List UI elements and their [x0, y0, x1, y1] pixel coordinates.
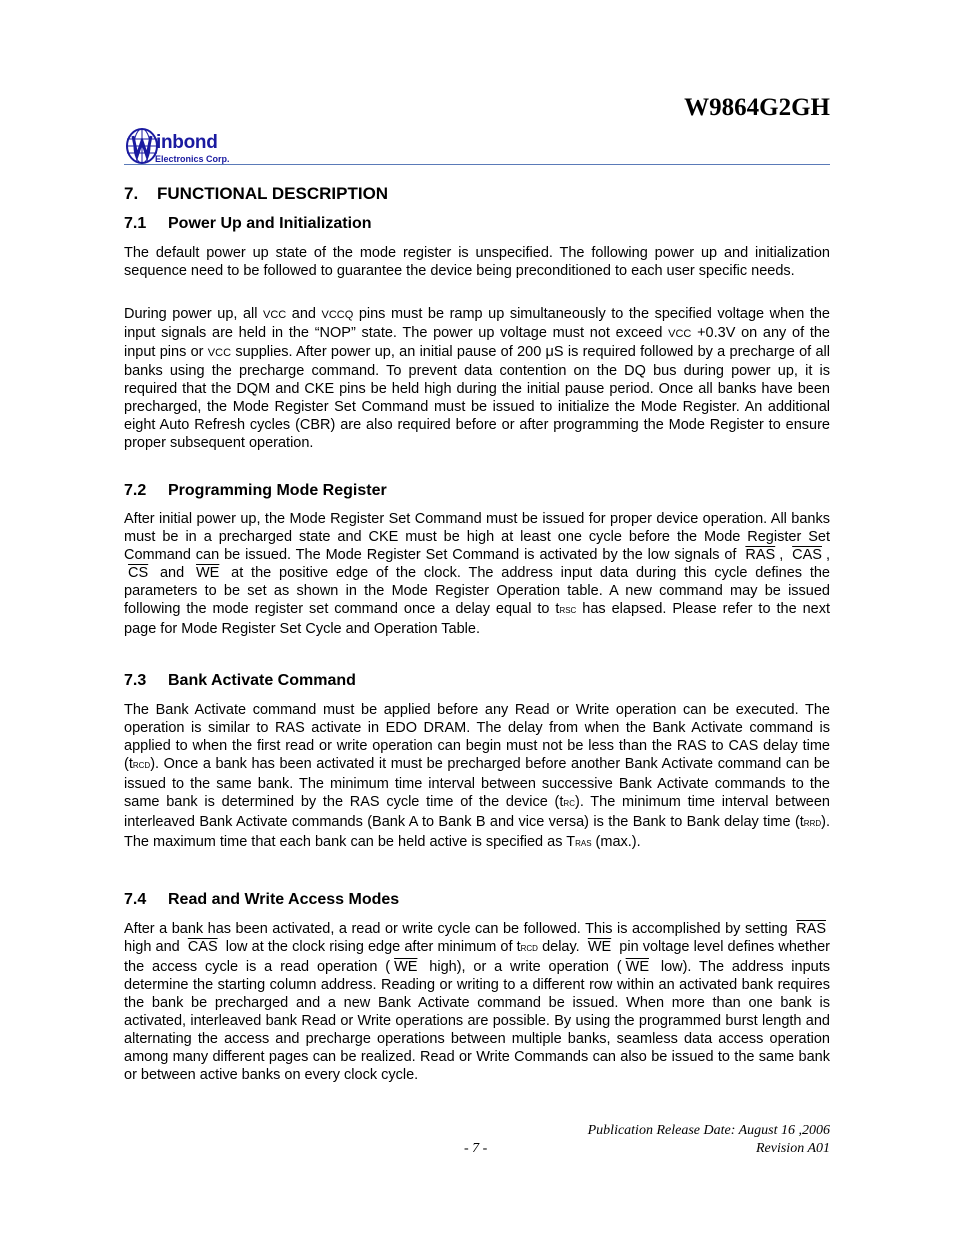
heading-number: 7.4: [124, 891, 147, 908]
heading-title: Power Up and Initialization: [168, 215, 372, 232]
section-title: FUNCTIONAL DESCRIPTION: [157, 184, 389, 203]
heading-title: Bank Activate Command: [168, 672, 356, 689]
heading-number: 7.3: [124, 672, 147, 689]
signal-cas: $\overline{CAS}$: [792, 547, 822, 563]
heading-number: 7.2: [124, 482, 147, 499]
paragraph-7-3: The Bank Activate command must be applied before any Read or Write operation can be executed. The operation is similar to RAS activate in EDO DRAM. The delay from when the Bank Activate command is applied to when the first read or write operation can begin must not be less than the RAS to CAS delay time (tRCD). Once a bank has been activated it must be precharged before another Bank Activate command can be issued to the same bank. The minimum time interval between successive Bank Activate commands to the same bank is determined by the RAS cycle time of the device (tRC). The minimum time interval between interleaved Bank Activate commands (Bank A to Bank B and vice versa) is the Bank to Bank delay time (tRRD). The maximum time that each bank can be held active is specified as TRAS (max.).: [124, 702, 830, 850]
signal-we: $\overline{WE}$: [195, 565, 220, 581]
heading-7-2: [124, 482, 387, 500]
signal-cas: $\overline{CAS}$: [187, 939, 218, 955]
signal-ras: $\overline{RAS}$: [796, 921, 826, 937]
globe-logo-icon: [126, 127, 158, 165]
logo-subtitle: Electronics Corp.: [155, 154, 230, 164]
publication-date: Publication Release Date: August 16 ,2006: [587, 1123, 830, 1138]
heading-7-1: [124, 215, 372, 233]
heading-title: Programming Mode Register: [168, 482, 387, 499]
winbond-logo: [126, 127, 250, 165]
signal-we: $\overline{WE}$: [587, 939, 612, 955]
signal-we: $\overline{WE}$: [394, 959, 418, 975]
header-rule: [124, 164, 830, 165]
signal-ras: $\overline{RAS}$: [745, 547, 776, 563]
signal-cs: $\overline{CS}$: [128, 565, 149, 581]
section-heading: [124, 184, 388, 204]
heading-number: 7.1: [124, 215, 147, 232]
logo-wordmark: inbond: [156, 132, 218, 153]
part-number: W9864G2GH: [684, 94, 830, 121]
section-number: 7.: [124, 184, 139, 203]
signal-we: $\overline{WE}$: [625, 959, 649, 975]
heading-title: Read and Write Access Modes: [168, 891, 400, 908]
heading-7-4: [124, 891, 399, 909]
paragraph-7-1-a: The default power up state of the mode register is unspecified. The following power up and initialization sequence need to be followed to guarantee the device being preconditioned to each user specific needs.: [124, 245, 830, 279]
paragraph-7-2: After initial power up, the Mode Register Set Command must be issued for proper device operation. All banks must be in a precharged state and CKE must be high at least one cycle before the Mode Register Set Command can be issued. The Mode Register Set Command is activated by the low signals of $\overline{RAS}$ , $\overline{CAS}$ , $\overline{CS}$ and $\overline{WE}$ at the positive edge of the clock. The address input data during this cycle defines the parameters to be set as shown in the Mode Register Operation table. A new command may be issued following the mode register set command once a delay equal to tRSC has elapsed. Please refer to the next page for Mode Register Set Cycle and Operation Table.: [124, 511, 830, 637]
heading-7-3: [124, 672, 356, 690]
page-number: - 7 -: [464, 1141, 488, 1156]
paragraph-7-4: After a bank has been activated, a read or write cycle can be followed. This is accomplished by setting $\overline{RAS}$ high and $\overline{CAS}$ low at the clock rising edge after minimum of tRCD delay. $\overline{WE}$ pin voltage level defines whether the access cycle is a read operation ( $\overline{WE}$ high), or a write operation ( $\overline{WE}$ low). The address inputs determine the starting column address. Reading or writing to a different row within an activated bank requires the bank be precharged and a new Bank Activate command be issued. When more than one bank is activated, interleaved bank Read or Write operations are possible. By using the programmed burst length and alternating the access and precharge operations between multiple banks, seamless data access operation among many different pages can be realized. Read or Write Commands can also be issued to the same bank or between active banks on every clock cycle.: [124, 921, 830, 1083]
revision: Revision A01: [755, 1141, 830, 1156]
paragraph-7-1-b: During power up, all VCC and VCCQ pins must be ramp up simultaneously to the specified voltage when the input signals are held in the “NOP” state. The power up voltage must not exceed VCC +0.3V on any of the input pins or VCC supplies. After power up, an initial pause of 200 μS is required followed by a precharge of all banks using the precharge command. To prevent data contention on the DQ bus during power up, it is required that the DQM and CKE pins be held high during the initial pause period. Once all banks have been precharged, the Mode Register Set Command must be issued to initialize the Mode Register. An additional eight Auto Refresh cycles (CBR) are also required before or after programming the Mode Register to ensure proper subsequent operation.: [124, 306, 830, 451]
